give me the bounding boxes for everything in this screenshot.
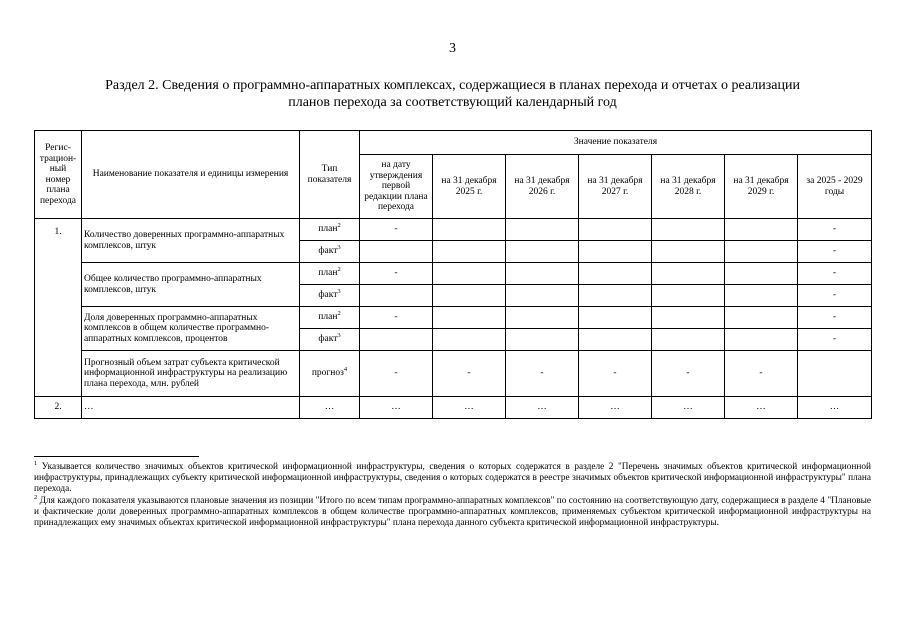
value-cell: - [798,329,872,351]
indicator-type-label: план [318,268,338,279]
footnote-mark: 2 [34,493,38,501]
indicator-type-label: план [318,224,338,235]
value-cell [652,219,725,241]
indicator-type-cell [300,307,360,329]
value-cell [579,263,652,285]
value-cell [579,241,652,263]
value-cell [433,263,506,285]
value-cell: … [652,397,725,419]
value-cell [433,219,506,241]
value-cell [506,263,579,285]
footnote-1 [34,459,871,496]
indicator-type-cell [300,241,360,263]
value-cell: … [725,397,798,419]
indicators-table [34,130,872,419]
value-cell [506,307,579,329]
value-cell: - [433,351,506,397]
footnote-ref: 4 [343,366,348,374]
value-cell: - [798,241,872,263]
table-row [35,397,872,419]
value-cell: - [725,351,798,397]
header-col-2027: на 31 декабря 2027 г. [579,155,652,219]
indicator-type-cell [300,351,360,397]
value-cell [725,241,798,263]
table-row [35,307,872,329]
value-cell [725,263,798,285]
indicator-type-cell [300,329,360,351]
header-col-first-edition: на дату утверждения первой редакции плана перехода [360,155,433,219]
value-cell: … [798,397,872,419]
value-cell [506,219,579,241]
value-cell: - [652,351,725,397]
value-cell: … [433,397,506,419]
indicator-type-label: факт [318,246,338,257]
section-title [60,77,845,111]
value-cell [798,351,872,397]
value-cell [579,285,652,307]
value-cell: - [360,307,433,329]
footnote-mark: 1 [34,459,38,467]
indicator-type-cell [300,285,360,307]
value-cell: - [360,219,433,241]
value-cell: - [506,351,579,397]
value-cell [725,285,798,307]
value-cell [725,329,798,351]
value-cell [579,219,652,241]
value-cell: - [798,263,872,285]
value-cell: - [798,285,872,307]
value-cell: - [798,307,872,329]
footnotes [34,459,871,529]
value-cell [725,219,798,241]
indicator-type-label: план [318,312,338,323]
value-cell: … [360,397,433,419]
table-row [35,219,872,241]
value-cell [579,307,652,329]
value-cell [433,285,506,307]
value-cell [506,285,579,307]
footnote-ref: 2 [337,266,341,274]
indicator-name-cell: Доля доверенных программно-аппаратных комплексов в общем количестве программно-аппаратных комплексов, процентов [82,307,300,351]
table-row [35,263,872,285]
header-indicator-name: Наименование показателя и единицы измерения [82,131,300,219]
indicator-type-label: факт [318,334,338,345]
value-cell: - [579,351,652,397]
footnote-text: Для каждого показателя указываются плановые значения из позиции "Итого по всем типам программно-аппаратных комплексов" по состоянию на соответствующую дату, содержащиеся в разделе 4 "Плановые и фактические доли доверенных программно-аппаратных комплексов в общем количестве программно-аппаратных комплексов, применяемых субъектом критической информационной инфраструктуры на принадлежащих ему значимых объектах критической информационной инфраструктуры" плана перехода данного субъекта критической информационной инфраструктуры. [34,495,871,529]
value-cell: - [360,351,433,397]
footnote-ref: 2 [337,310,341,318]
indicator-type-cell [300,263,360,285]
value-cell [433,241,506,263]
footnote-ref: 3 [337,332,341,340]
value-cell [360,241,433,263]
section-title-line2: планов перехода за соответствующий календарный год [288,95,617,110]
header-col-2029: на 31 декабря 2029 г. [725,155,798,219]
indicator-type-cell: … [300,397,360,419]
indicator-name-cell: Общее количество программно-аппаратных комплексов, штук [82,263,300,307]
value-cell [360,285,433,307]
value-cell [506,329,579,351]
indicator-type-cell [300,219,360,241]
header-col-2025: на 31 декабря 2025 г. [433,155,506,219]
footnote-separator [34,456,199,457]
row-number-cell: 1. [35,219,82,397]
indicator-name-cell: … [82,397,300,419]
header-indicator-type: Тип показателя [300,131,360,219]
value-cell [360,329,433,351]
footnote-text: Указывается количество значимых объектов критической информационной инфраструктуры, сведения о которых содержатся в разделе 2 "Перечень значимых объектов критической информационной инфраструктуры, принадлежащих субъекту критической информационной инфраструктуры, сведения о которых содержатся в реестре значимых объектов критической информационной инфраструктуры" плана перехода. [34,462,871,495]
value-cell [433,307,506,329]
value-cell [506,241,579,263]
value-cell: - [360,263,433,285]
value-cell [652,307,725,329]
value-cell [652,263,725,285]
page-number: 3 [449,41,456,56]
value-cell [652,285,725,307]
indicator-name-cell: Количество доверенных программно-аппаратных комплексов, штук [82,219,300,263]
indicator-name-cell: Прогнозный объем затрат субъекта критической информационной инфраструктуры на реализацию плана перехода, млн. рублей [82,351,300,397]
footnote-2 [34,493,871,530]
header-col-2026: на 31 декабря 2026 г. [506,155,579,219]
indicator-type-label: прогноз [311,368,344,379]
indicator-type-label: факт [318,290,338,301]
footnote-ref: 3 [337,244,341,252]
value-cell: … [579,397,652,419]
row-number-cell: 2. [35,397,82,419]
header-col-2028: на 31 декабря 2028 г. [652,155,725,219]
table-row [35,351,872,397]
value-cell [725,307,798,329]
value-cell [579,329,652,351]
value-cell [433,329,506,351]
value-cell [652,241,725,263]
value-cell: - [798,219,872,241]
header-col-total: за 2025 - 2029 годы [798,155,872,219]
header-reg-number: Регис-трацион-ный номер плана перехода [35,131,82,219]
section-title-line1: Раздел 2. Сведения о программно-аппаратных комплексах, содержащиеся в планах перехода и отчетах о реализации [105,78,800,93]
table-body [35,219,872,419]
value-cell: … [506,397,579,419]
footnote-ref: 3 [337,288,341,296]
footnote-ref: 2 [337,222,341,230]
value-cell [652,329,725,351]
header-value-group: Значение показателя [360,131,872,155]
